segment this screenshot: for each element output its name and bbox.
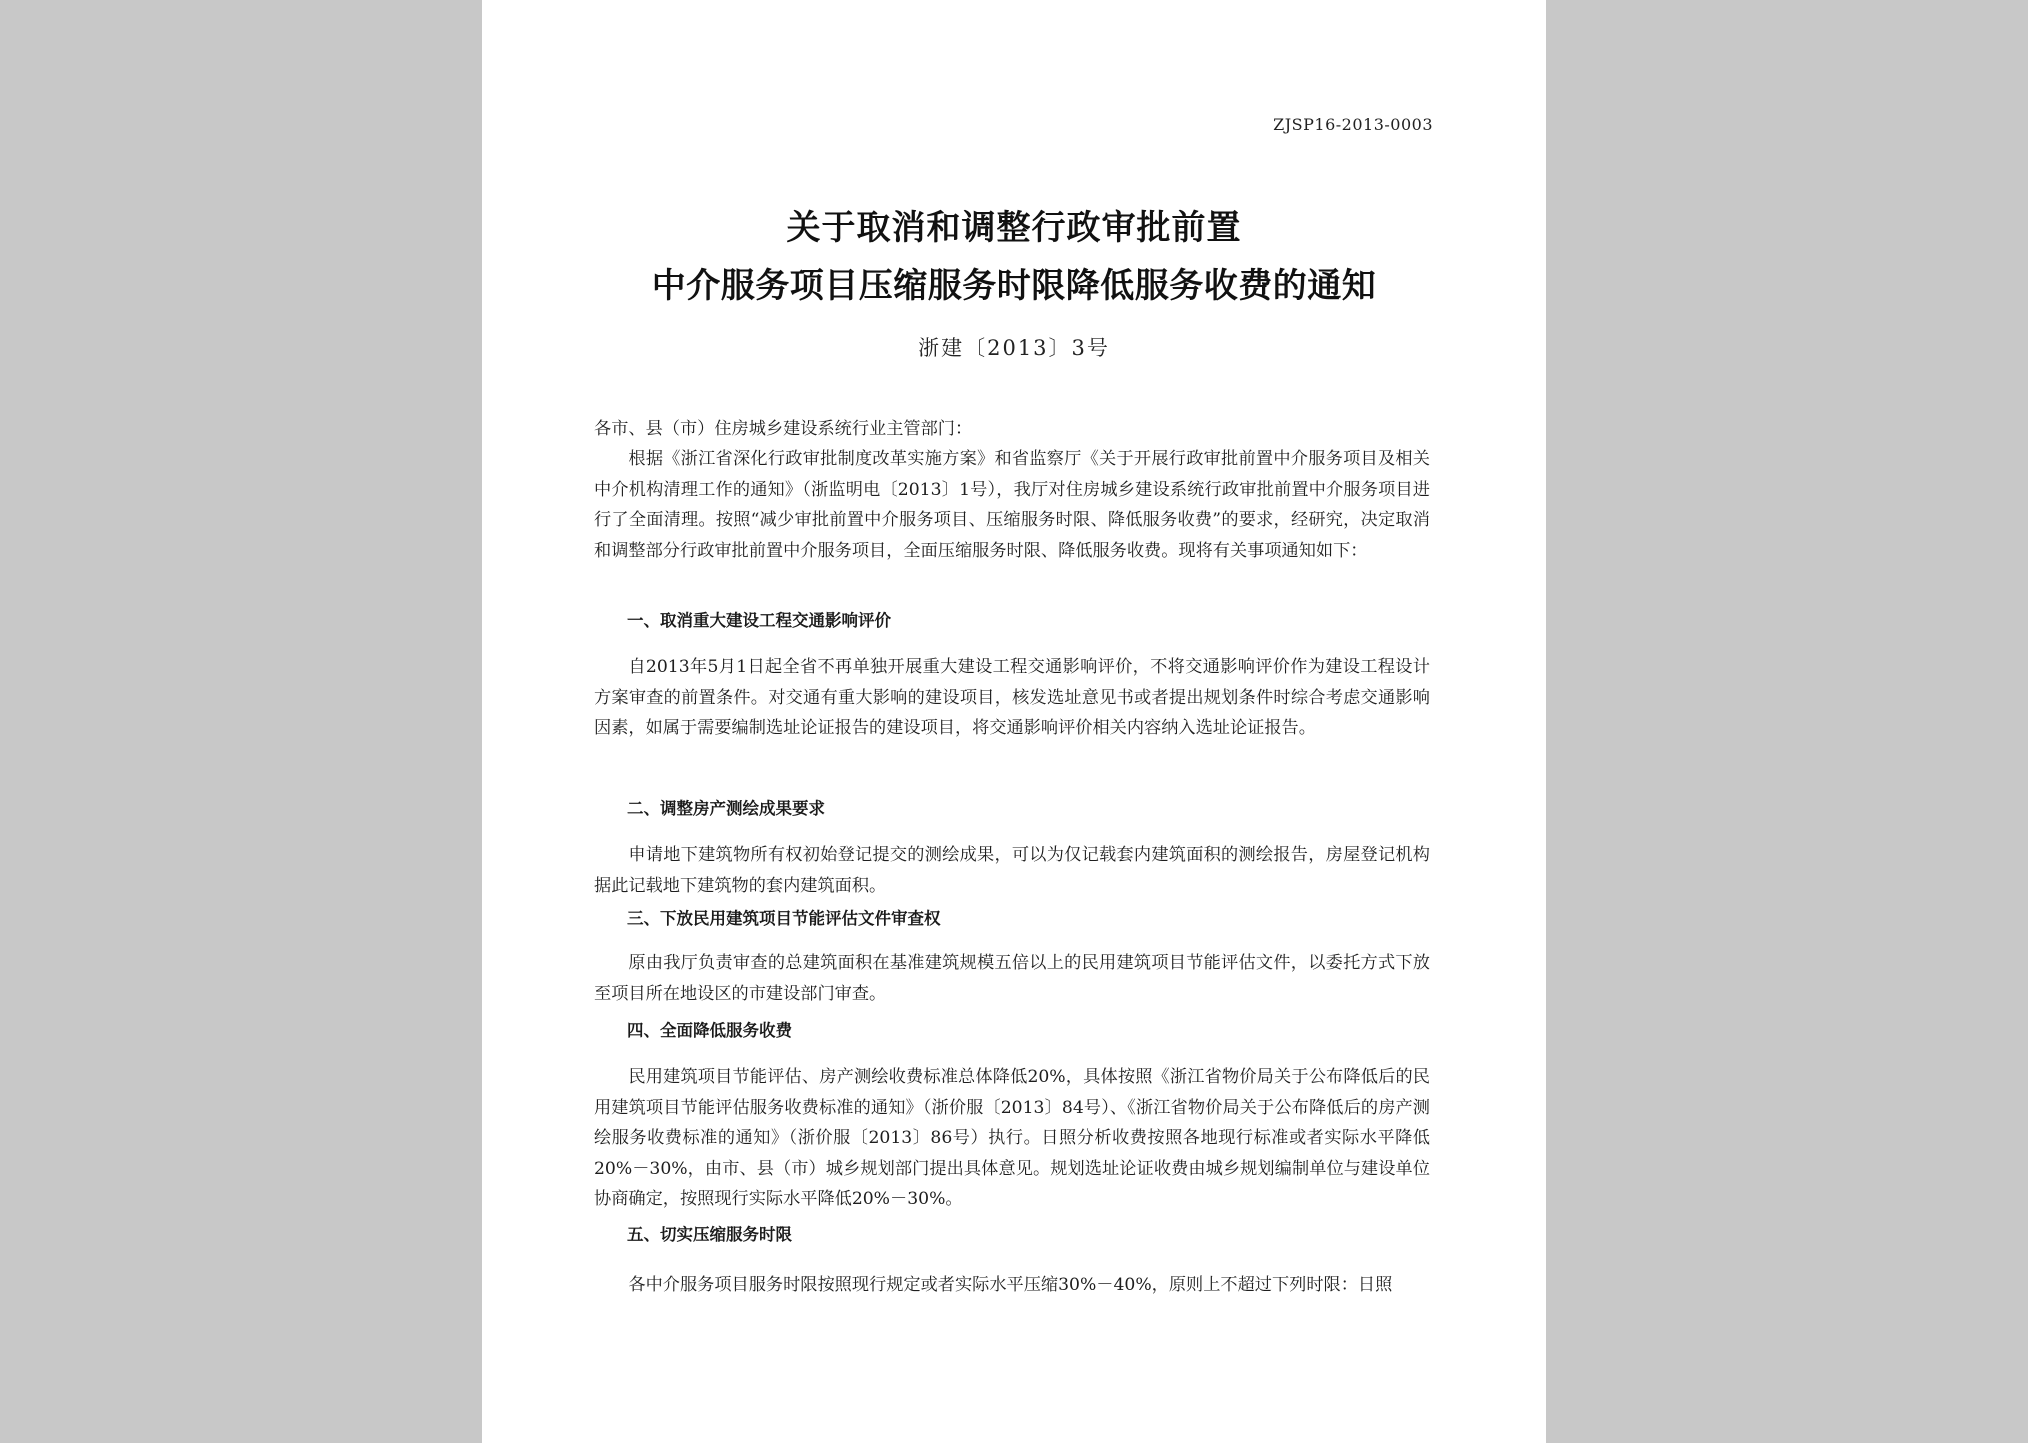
- section-heading-4: 四、全面降低服务收费: [627, 1021, 792, 1040]
- section-heading-1: 一、取消重大建设工程交通影响评价: [627, 611, 891, 630]
- section-paragraph-5: 各中介服务项目服务时限按照现行规定或者实际水平压缩30%－40%，原则上不超过下列时限：日照: [628, 1275, 1393, 1295]
- intro-paragraph: 根据《浙江省深化行政审批制度改革实施方案》和省监察厅《关于开展行政审批前置中介服务项目及相关中介机构清理工作的通知》（浙监明电〔2013〕1号），我厅对住房城乡建设系统行政审批前置中介服务项目进行了全面清理。按照“减少审批前置中介服务项目、压缩服务时限、降低服务收费”的要求，经研究，决定取消和调整部分行政审批前置中介服务项目，全面压缩服务时限、降低服务收费。现将有关事项通知如下：: [594, 449, 1430, 561]
- document-body: [594, 414, 1430, 1301]
- document-title-line-1: 关于取消和调整行政审批前置: [786, 208, 1242, 248]
- section-paragraph-3: 原由我厅负责审查的总建筑面积在基准建筑规模五倍以上的民用建筑项目节能评估文件，以委托方式下放至项目所在地设区的市建设部门审查。: [594, 953, 1430, 1004]
- section-paragraph-2: 申请地下建筑物所有权初始登记提交的测绘成果，可以为仅记载套内建筑面积的测绘报告，房屋登记机构据此记载地下建筑物的套内建筑面积。: [594, 845, 1430, 896]
- salutation: 各市、县（市）住房城乡建设系统行业主管部门：: [594, 419, 973, 439]
- section-heading-3: 三、下放民用建筑项目节能评估文件审查权: [627, 909, 941, 928]
- document-number: 浙建〔2013〕3号: [918, 336, 1110, 360]
- section-heading-2: 二、调整房产测绘成果要求: [627, 799, 825, 818]
- document-code: ZJSP16-2013-0003: [1273, 115, 1433, 134]
- document-page: [482, 0, 1546, 1443]
- document-title-line-2: 中介服务项目压缩服务时限降低服务收费的通知: [651, 266, 1377, 306]
- section-heading-5: 五、切实压缩服务时限: [627, 1225, 792, 1244]
- section-paragraph-1: 自2013年5月1日起全省不再单独开展重大建设工程交通影响评价，不将交通影响评价作为建设工程设计方案审查的前置条件。对交通有重大影响的建设项目，核发选址意见书或者提出规划条件时综合考虑交通影响因素，如属于需要编制选址论证报告的建设项目，将交通影响评价相关内容纳入选址论证报告。: [594, 657, 1430, 738]
- section-paragraph-4: 民用建筑项目节能评估、房产测绘收费标准总体降低20%，具体按照《浙江省物价局关于公布降低后的民用建筑项目节能评估服务收费标准的通知》（浙价服〔2013〕84号）、《浙江省物价局关于公布降低后的房产测绘服务收费标准的通知》（浙价服〔2013〕86号）执行。日照分析收费按照各地现行标准或者实际水平降低20%－30%，由市、县（市）城乡规划部门提出具体意见。规划选址论证收费由城乡规划编制单位与建设单位协商确定，按照现行实际水平降低20%－30%。: [594, 1067, 1430, 1209]
